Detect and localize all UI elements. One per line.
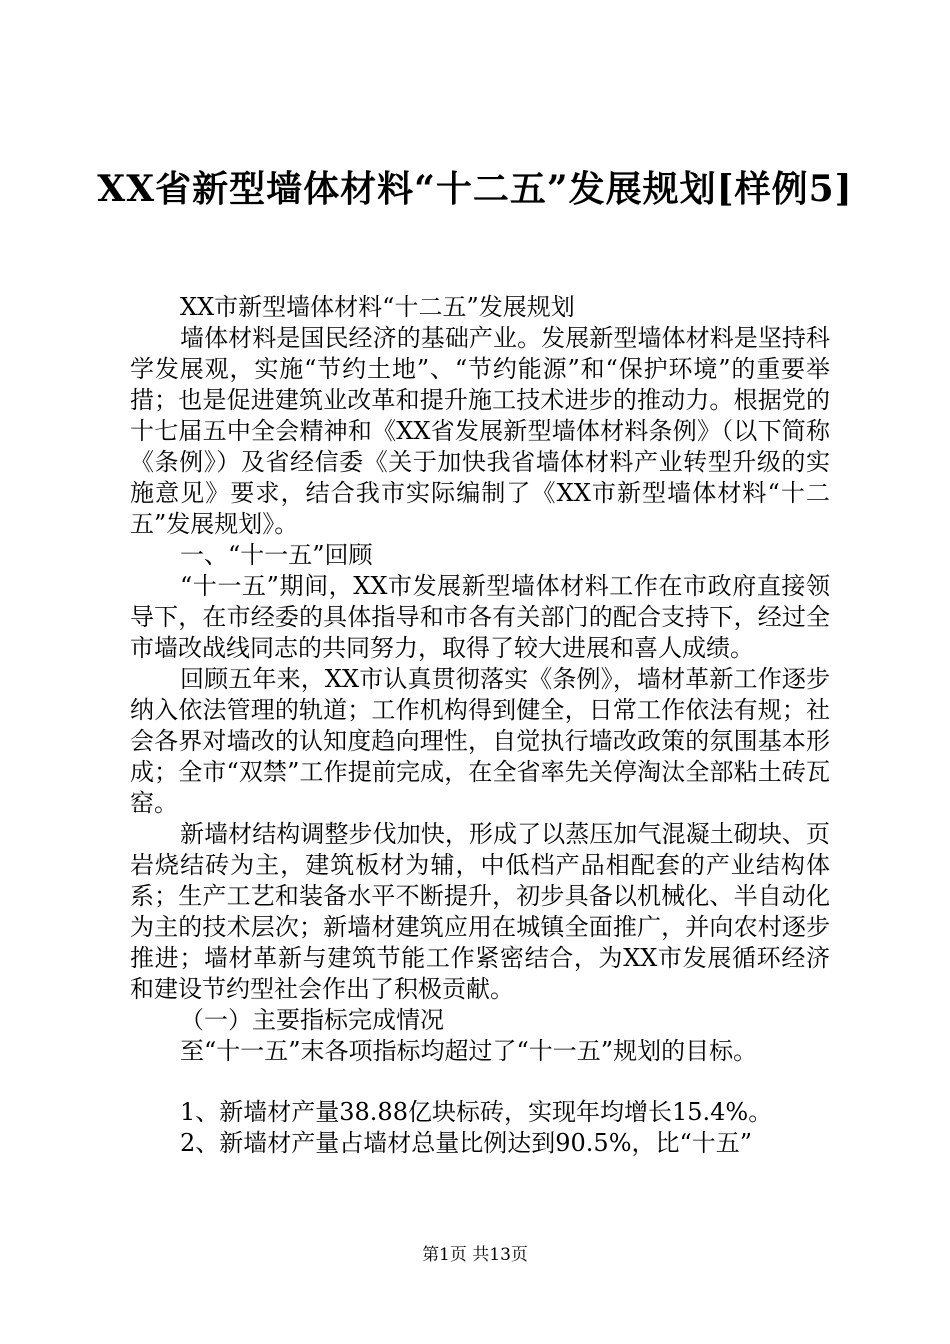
spacer (130, 1067, 830, 1097)
paragraph-indicators: 至“十一五”末各项指标均超过了“十一五”规划的目标。 (180, 1037, 758, 1065)
section-heading-review: 一、“十一五”回顾 (180, 541, 373, 569)
document-title: XX省新型墙体材料“十二五”发展规划[样例5] (97, 168, 853, 210)
document-body (130, 292, 830, 1159)
list-item-ratio: 2、新墙材产量占墙材总量比例达到90.5%，比“十五” (180, 1129, 753, 1157)
paragraph-structure: 新墙材结构调整步伐加快，形成了以蒸压加气混凝土砌块、页岩烧结砖为主，建筑板材为辅，中低档产品相配套的产业结构体系；生产工艺和装备水平不断提升，初步具备以机械化、半自动化为主的技术层次；新墙材建筑应用在城镇全面推广，并向农村逐步推进；墙材革新与建筑节能工作紧密结合，为XX市发展循环经济和建设节约型社会作出了积极贡献。 (130, 820, 830, 1003)
subsection-heading-indicators: （一）主要指标完成情况 (180, 1006, 444, 1034)
paragraph-subtitle: XX市新型墙体材料“十二五”发展规划 (180, 293, 575, 321)
paragraph-five-years: 回顾五年来，XX市认真贯彻落实《条例》，墙材革新工作逐步纳入依法管理的轨道；工作机构得到健全，日常工作依法有规；社会各界对墙改的认知度趋向理性，自觉执行墙改政策的氛围基本形成；全市“双禁”工作提前完成，在全省率先关停淘汰全部粘土砖瓦窑。 (130, 665, 830, 817)
list-item-output: 1、新墙材产量38.88亿块标砖，实现年均增长15.4%。 (180, 1098, 773, 1126)
page-number-footer: 第1页 共13页 (422, 1245, 528, 1265)
paragraph-intro: 墙体材料是国民经济的基础产业。发展新型墙体材料是坚持科学发展观，实施“节约土地”、“节约能源”和“保护环境”的重要举措；也是促进建筑业改革和提升施工技术进步的推动力。根据党的十七届五中全会精神和《XX省发展新型墙体材料条例》（以下简称《条例》）及省经信委《关于加快我省墙体材料产业转型升级的实施意见》要求，结合我市实际编制了《XX市新型墙体材料“十二五”发展规划》。 (130, 324, 830, 538)
paragraph-review-summary: “十一五”期间，XX市发展新型墙体材料工作在市政府直接领导下，在市经委的具体指导和市各有关部门的配合支持下，经过全市墙改战线同志的共同努力，取得了较大进展和喜人成绩。 (130, 572, 830, 662)
